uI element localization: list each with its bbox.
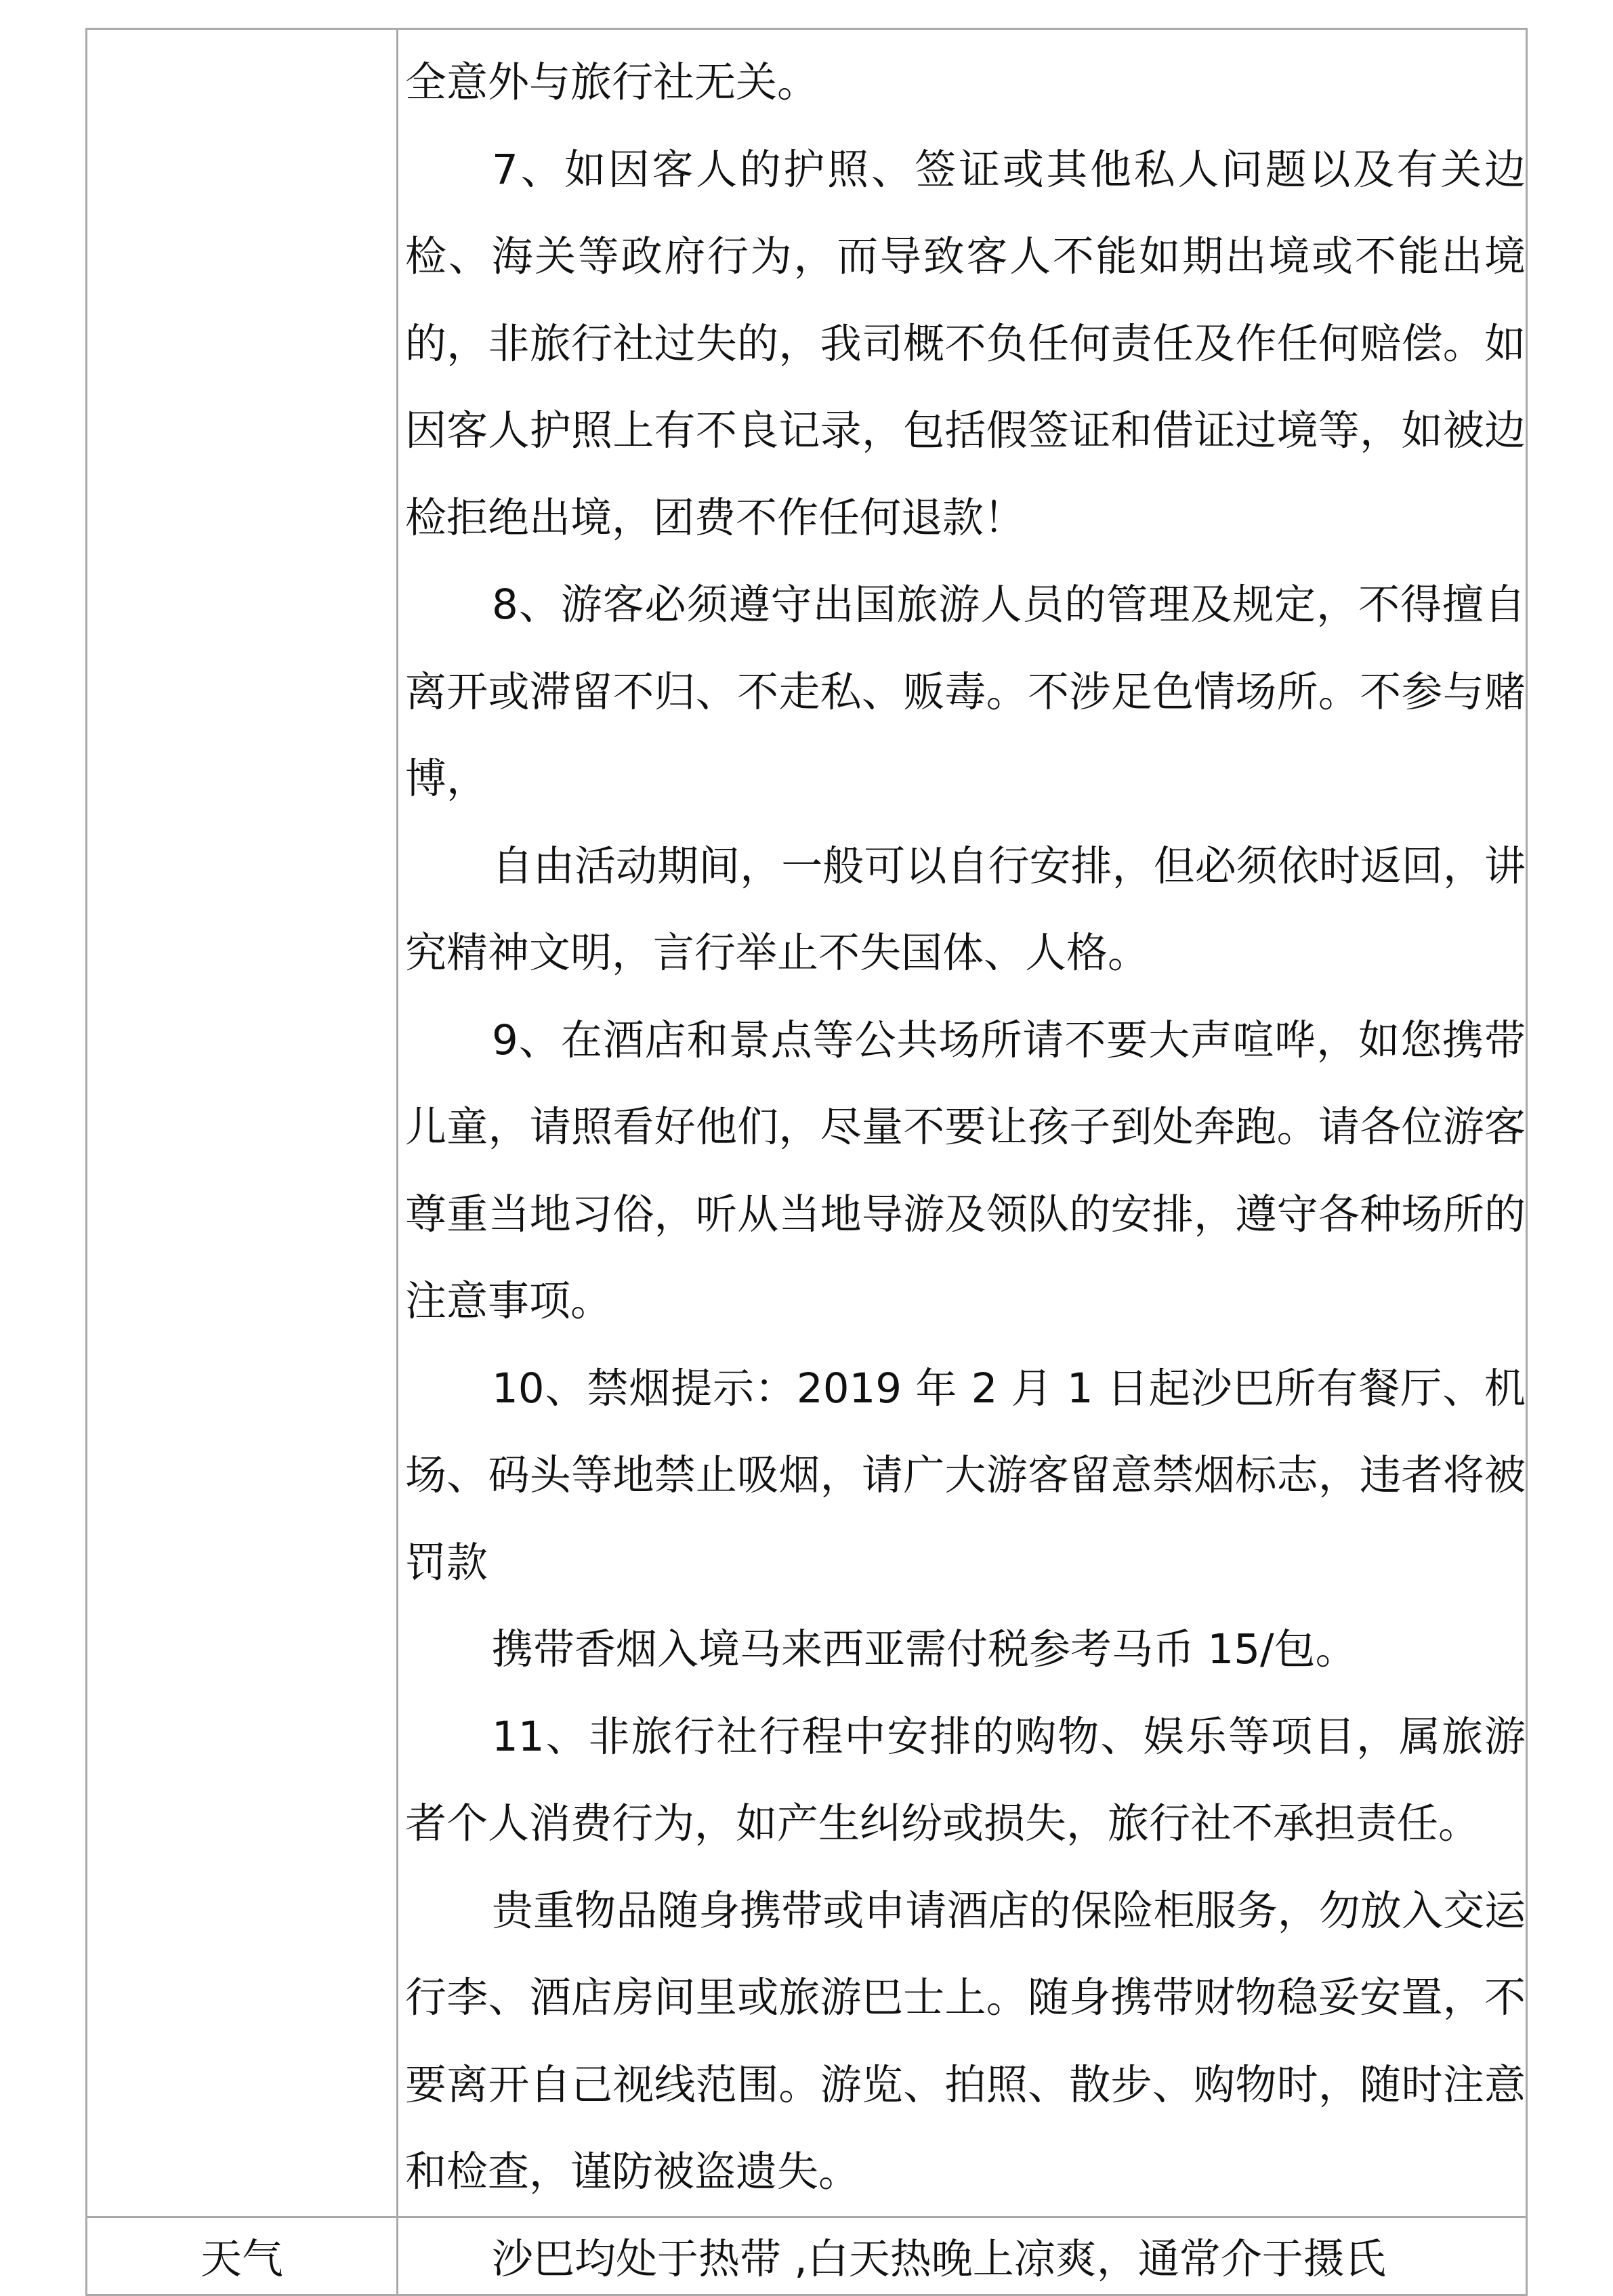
weather-description: 沙巴均处于热带 ,白天热晚上凉爽，通常介于摄氏 (398, 2217, 1527, 2295)
paragraph-smoking-ban: 10、禁烟提示：2019 年 2 月 1 日起沙巴所有餐厅、机场、码头等地禁止吸烟，请广大游客留意禁烟标志，违者将被罚款 (405, 1364, 1526, 1587)
paragraph-public-behavior: 9、在酒店和景点等公共场所请不要大声喧哗，如您携带儿童，请照看好他们，尽量不要让孩子到处奔跑。请各位游客尊重当地习俗，听从当地导游及领队的安排，遵守各种场所的注意事项。 (405, 1016, 1526, 1325)
paragraph-shopping-liability: 11、非旅行社行程中安排的购物、娱乐等项目，属旅游者个人消费行为，如产生纠纷或损失，旅行社不承担责任。 (405, 1712, 1526, 1848)
paragraph-accident-continuation: 全意外与旅行社无关。 (405, 58, 819, 106)
paragraph-conduct-rules: 8、游客必须遵守出国旅游人员的管理及规定，不得擅自离开或滞留不归、不走私、贩毒。不涉足色情场所。不参与赌博， (405, 581, 1526, 803)
notes-row (87, 29, 1527, 2217)
weather-label: 天气 (87, 2217, 398, 2295)
paragraph-cigarette-tax: 携带香烟入境马来西亚需付税参考马币 15/包。 (492, 1625, 1357, 1673)
paragraph-free-time: 自由活动期间，一般可以自行安排，但必须依时返回，讲究精神文明，言行举止不失国体、人格。 (405, 841, 1526, 977)
weather-row (87, 2217, 1527, 2295)
paragraph-passport-liability: 7、如因客人的护照、签证或其他私人问题以及有关边检、海关等政府行为，而导致客人不能如期出境或不能出境的，非旅行社过失的，我司概不负任何责任及作任何赔偿。如因客人护照上有不良记录，包括假签证和借证过境等，如被边检拒绝出境，团费不作任何退款！ (405, 145, 1526, 542)
notes-label-cell (87, 29, 398, 2217)
notes-content-cell (398, 29, 1527, 2217)
itinerary-notes-table (85, 28, 1528, 2296)
paragraph-valuables: 贵重物品随身携带或申请酒店的保险柜服务，勿放入交运行李、酒店房间里或旅游巴士上。随身携带财物稳妥安置，不要离开自己视线范围。游览、拍照、散步、购物时，随时注意和检查，谨防被盗遗失。 (405, 1886, 1526, 2196)
